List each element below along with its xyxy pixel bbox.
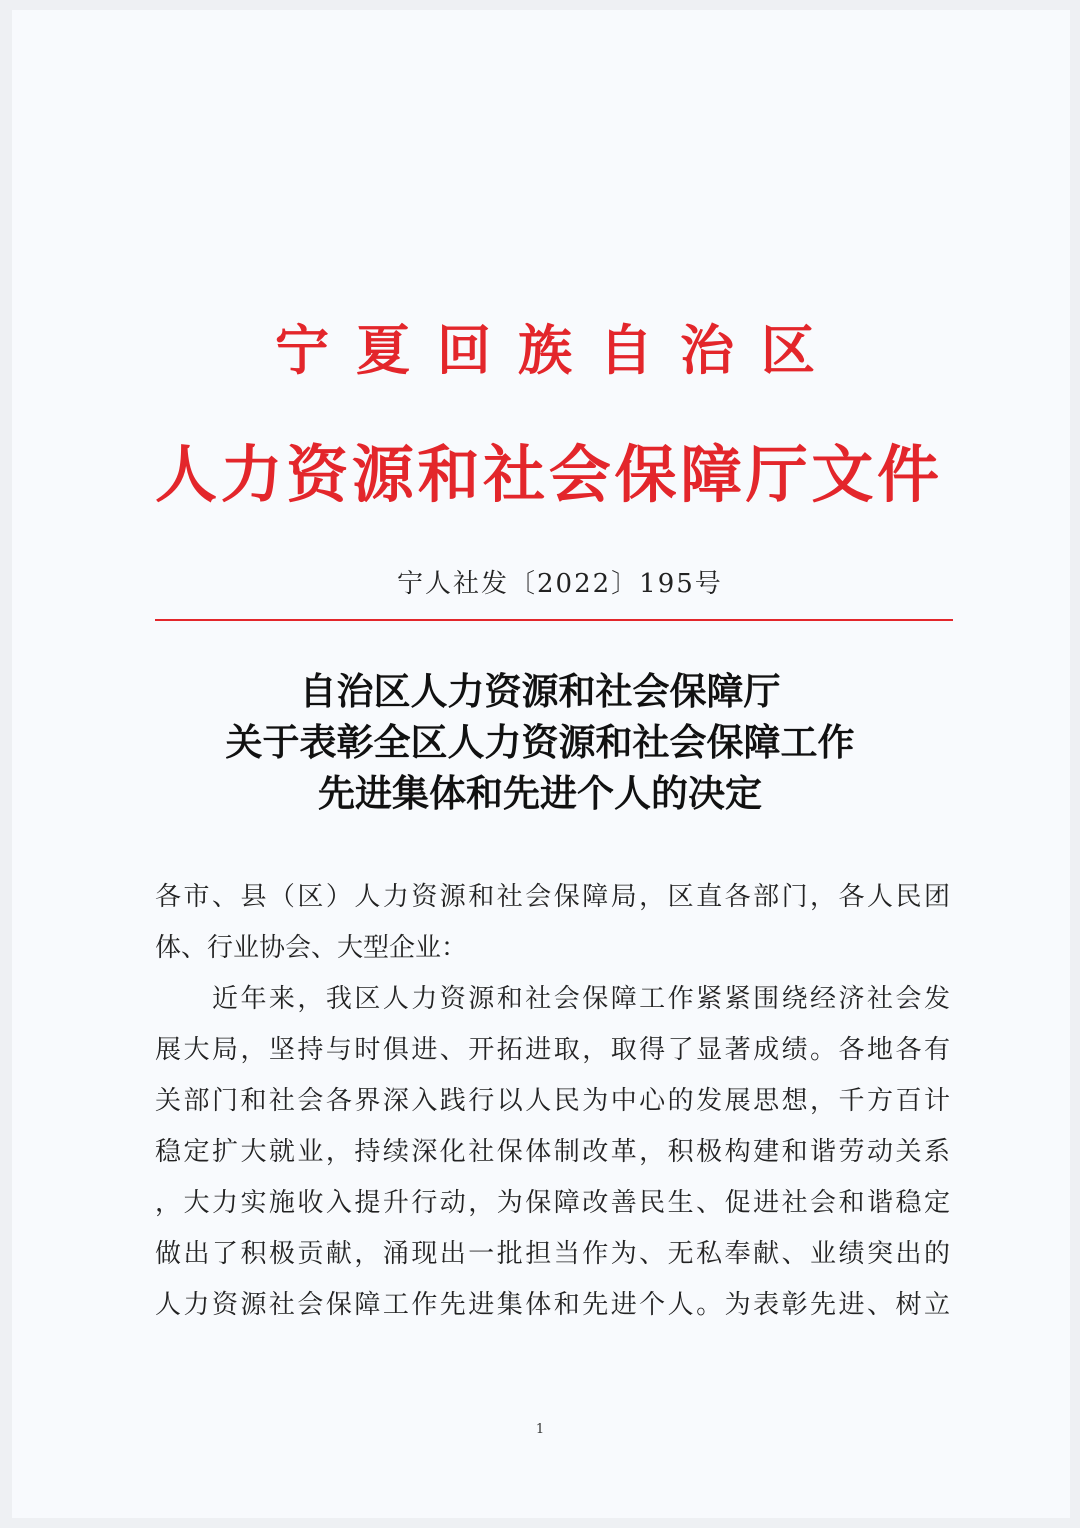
body-line: 关部门和社会各界深入践行以人民为中心的发展思想，千方百计 [155,1086,950,1116]
issuer-agency-file: 人力资源和社会保障厅文件 [155,438,937,511]
document-title-line: 先进集体和先进个人的决定 [318,771,762,815]
body-line: 各市、县（区）人力资源和社会保障局，区直各部门，各人民团 [155,882,950,912]
document-number: 宁人社发〔2022〕195号 [397,569,723,599]
body-line: ，大力实施收入提升行动，为保障改善民生、促进社会和谐稳定 [155,1188,950,1218]
page-number: 1 [535,1422,545,1437]
body-line: 稳定扩大就业，持续深化社保体制改革，积极构建和谐劳动关系 [155,1137,950,1167]
red-divider [155,619,953,621]
document-title-line: 关于表彰全区人力资源和社会保障工作 [225,720,855,764]
document-title-line: 自治区人力资源和社会保障厅 [299,669,781,713]
issuer-region: 宁夏回族自治区 [275,318,815,382]
body-line: 近年来，我区人力资源和社会保障工作紧紧围绕经济社会发 [155,984,950,1014]
body-line: 人力资源社会保障工作先进集体和先进个人。为表彰先进、树立 [155,1290,950,1320]
body-line: 做出了积极贡献，涌现出一批担当作为、无私奉献、业绩突出的 [155,1239,950,1269]
body-line: 展大局，坚持与时俱进、开拓进取，取得了显著成绩。各地各有 [155,1035,950,1065]
body-line: 体、行业协会、大型企业： [155,933,468,963]
